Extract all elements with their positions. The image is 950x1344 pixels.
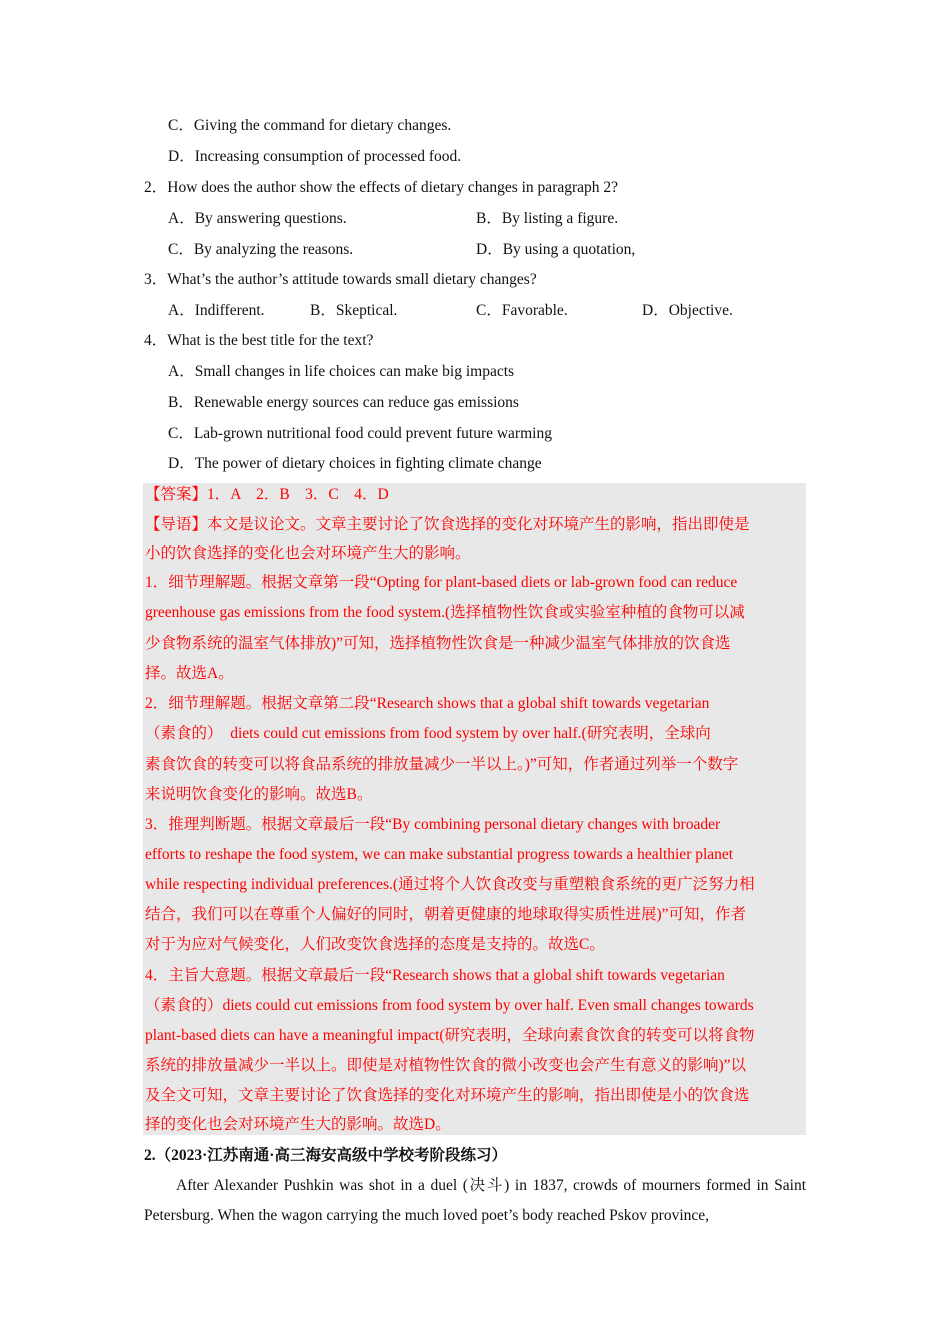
explanation-4-line-3: plant-based diets can have a meaningful impact(研究表明，全球向素食饮食的转变可以将食物: [145, 1027, 755, 1044]
answer-key: 【答案】1．A 2．B 3．C 4．D: [145, 486, 389, 503]
q3-option-d: D．Objective.: [642, 302, 733, 319]
explanation-1-line-1: 1．细节理解题。根据文章第一段“Opting for plant-based diets or lab-grown food can reduce: [145, 574, 738, 591]
explanation-1-line-3: 少食物系统的温室气体排放)”可知，选择植物性饮食是一种减少温室气体排放的饮食选: [145, 635, 731, 652]
explanation-2-line-3: 素食饮食的转变可以将食品系统的排放量减少一半以上。)”可知，作者通过列举一个数字: [145, 756, 739, 773]
explanation-3-line-2: efforts to reshape the food system, we can make substantial progress towards a healthier planet: [145, 846, 734, 863]
guide-line-2: 小的饮食选择的变化也会对环境产生大的影响。: [145, 545, 471, 562]
explanation-4-line-4: 系统的排放量减少一半以上。即使是对植物性饮食的微小改变也会产生有意义的影响)”以: [145, 1057, 747, 1074]
q4-option-a: A．Small changes in life choices can make big impacts: [168, 363, 515, 380]
q4-option-b: B．Renewable energy sources can reduce gas emissions: [168, 394, 519, 411]
guide-line-1: 【导语】本文是议论文。文章主要讨论了饮食选择的变化对环境产生的影响，指出即使是: [145, 516, 750, 533]
explanation-2-line-1: 2．细节理解题。根据文章第二段“Research shows that a global shift towards vegetarian: [145, 695, 710, 712]
explanation-2-line-4: 来说明饮食变化的影响。故选B。: [145, 786, 373, 803]
explanation-3-line-4: 结合，我们可以在尊重个人偏好的同时，朝着更健康的地球取得实质性进展)”可知，作者: [145, 906, 747, 923]
q4-option-c: C．Lab-grown nutritional food could prevent future warming: [168, 425, 552, 442]
q1-option-d: D．Increasing consumption of processed food.: [168, 148, 462, 165]
explanation-4-line-5: 及全文可知，文章主要讨论了饮食选择的变化对环境产生的影响，指出即使是小的饮食选: [145, 1087, 750, 1104]
q2-option-c: C．By analyzing the reasons.: [168, 241, 354, 258]
q2-stem: 2．How does the author show the effects of dietary changes in paragraph 2?: [144, 179, 619, 196]
explanation-2-line-2: （素食的） diets could cut emissions from food system by over half.(研究表明，全球向: [145, 725, 711, 742]
q2-option-d: D．By using a quotation,: [476, 241, 636, 258]
section-heading: 2.（2023·江苏南通·高三海安高级中学校考阶段练习）: [144, 1147, 507, 1164]
q4-stem: 4．What is the best title for the text?: [144, 332, 374, 349]
explanation-4-line-1: 4．主旨大意题。根据文章最后一段“Research shows that a global shift towards vegetarian: [145, 967, 725, 984]
explanation-3-line-1: 3．推理判断题。根据文章最后一段“By combining personal dietary changes with broader: [145, 816, 721, 833]
explanation-3-line-3: while respecting individual preferences.(通过将个人饮食改变与重塑粮食系统的更广泛努力相: [145, 876, 755, 893]
explanation-1-line-2: greenhouse gas emissions from the food system.(选择植物性饮食或实验室种植的食物可以减: [145, 604, 745, 621]
q4-option-d: D．The power of dietary choices in fighting climate change: [168, 455, 542, 472]
passage-paragraph: After Alexander Pushkin was shot in a duel (决斗) in 1837, crowds of mourners formed in Saint Petersburg. When the wagon carrying the much loved poet’s body reached Pskov province,: [144, 1177, 806, 1224]
explanation-4-line-2: （素食的）diets could cut emissions from food system by over half. Even small changes towards: [145, 997, 754, 1014]
q3-stem: 3．What’s the author’s attitude towards small dietary changes?: [144, 271, 537, 288]
q3-option-b: B．Skeptical.: [310, 302, 398, 319]
q2-option-a: A．By answering questions.: [168, 210, 347, 227]
explanation-3-line-5: 对于为应对气候变化，人们改变饮食选择的态度是支持的。故选C。: [145, 936, 605, 953]
q3-option-c: C．Favorable.: [476, 302, 568, 319]
q1-option-c: C．Giving the command for dietary changes.: [168, 117, 452, 134]
q3-option-a: A．Indifferent.: [168, 302, 265, 319]
explanation-4-line-6: 择的变化也会对环境产生大的影响。故选D。: [145, 1116, 451, 1133]
q2-option-b: B．By listing a figure.: [476, 210, 619, 227]
explanation-1-line-4: 择。故选A。: [145, 665, 234, 682]
